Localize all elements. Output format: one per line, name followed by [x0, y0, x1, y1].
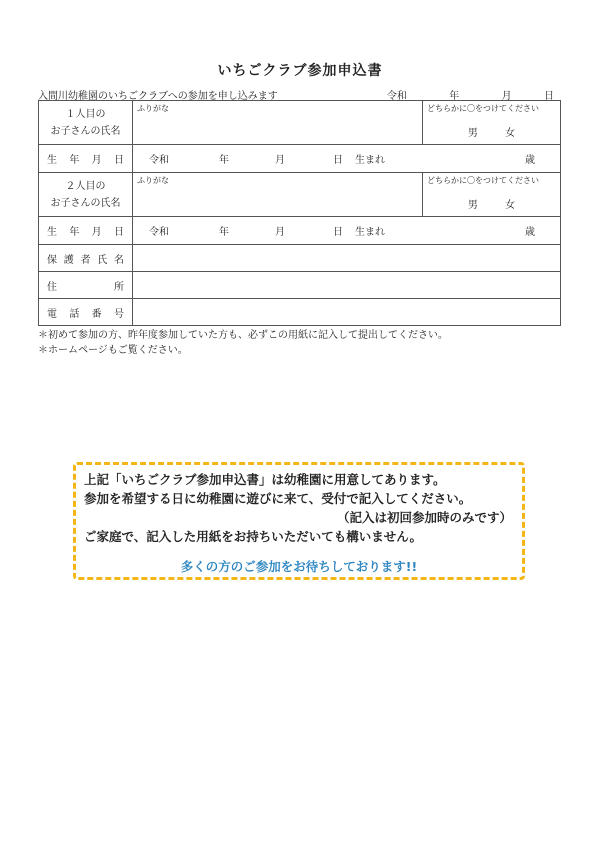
note-item: ＊ホームページもご覧ください。	[38, 345, 188, 356]
child1-birth-field[interactable]: 令和 年 月 日 生まれ 歳	[133, 145, 561, 173]
address-field[interactable]	[133, 272, 561, 299]
gender-male-option[interactable]: 男	[467, 200, 478, 211]
application-form	[38, 100, 561, 326]
form-title: いちごクラブ参加申込書	[217, 63, 383, 79]
form-notes	[38, 328, 448, 358]
child1-name-field[interactable]	[133, 101, 423, 145]
address-label: 住所	[39, 272, 133, 299]
child2-name-field[interactable]	[133, 173, 423, 217]
date-day: 日	[544, 91, 554, 102]
address-row	[39, 272, 561, 299]
notice-box	[73, 462, 525, 580]
child1-name-label: １人目の お子さんの氏名	[39, 101, 133, 145]
intro-line	[38, 87, 560, 101]
child2-birth-field[interactable]: 令和 年 月 日 生まれ 歳	[133, 217, 561, 245]
notice-line-1: 上記「いちごクラブ参加申込書」は幼稚園に用意してあります。	[84, 472, 446, 487]
child2-name-row	[39, 173, 561, 217]
child1-birth-row	[39, 145, 561, 173]
child1-gender-field[interactable]	[423, 101, 561, 145]
notice-highlight: 多くの方のご参加をお待ちしております!!	[180, 559, 418, 574]
child2-birth-label: 生 年 月 日	[39, 217, 133, 245]
guardian-label: 保護者氏名	[39, 245, 133, 272]
note-item: ＊初めて参加の方、昨年度参加していた方も、必ずこの用紙に記入して提出してください。	[38, 330, 448, 341]
gender-instruction: どちらかに〇をつけてください	[427, 176, 539, 185]
child1-birth-label: 生 年 月 日	[39, 145, 133, 173]
guardian-row	[39, 245, 561, 272]
phone-row	[39, 299, 561, 326]
furigana-label: ふりがな	[137, 104, 169, 113]
date-month: 月	[501, 91, 512, 102]
phone-field[interactable]	[133, 299, 561, 326]
intro-text: 入間川幼稚園のいちごクラブへの参加を申し込みます	[38, 91, 278, 102]
gender-female-option[interactable]: 女	[505, 128, 516, 139]
furigana-label: ふりがな	[137, 176, 169, 185]
gender-instruction: どちらかに〇をつけてください	[427, 104, 539, 113]
child2-gender-field[interactable]	[423, 173, 561, 217]
date-era: 令和	[386, 91, 407, 102]
gender-male-option[interactable]: 男	[467, 128, 478, 139]
child1-name-row	[39, 101, 561, 145]
notice-line-2: 参加を希望する日に幼稚園に遊びに来て、受付で記入してください。	[84, 491, 472, 506]
phone-label: 電話番号	[39, 299, 133, 326]
guardian-field[interactable]	[133, 245, 561, 272]
notice-line-3: （記入は初回参加時のみです）	[336, 510, 512, 525]
child2-birth-row	[39, 217, 561, 245]
child2-name-label: ２人目の お子さんの氏名	[39, 173, 133, 217]
gender-female-option[interactable]: 女	[505, 200, 516, 211]
date-year: 年	[449, 91, 460, 102]
notice-line-4: ご家庭で、記入した用紙をお持ちいただいても構いません。	[84, 529, 423, 544]
